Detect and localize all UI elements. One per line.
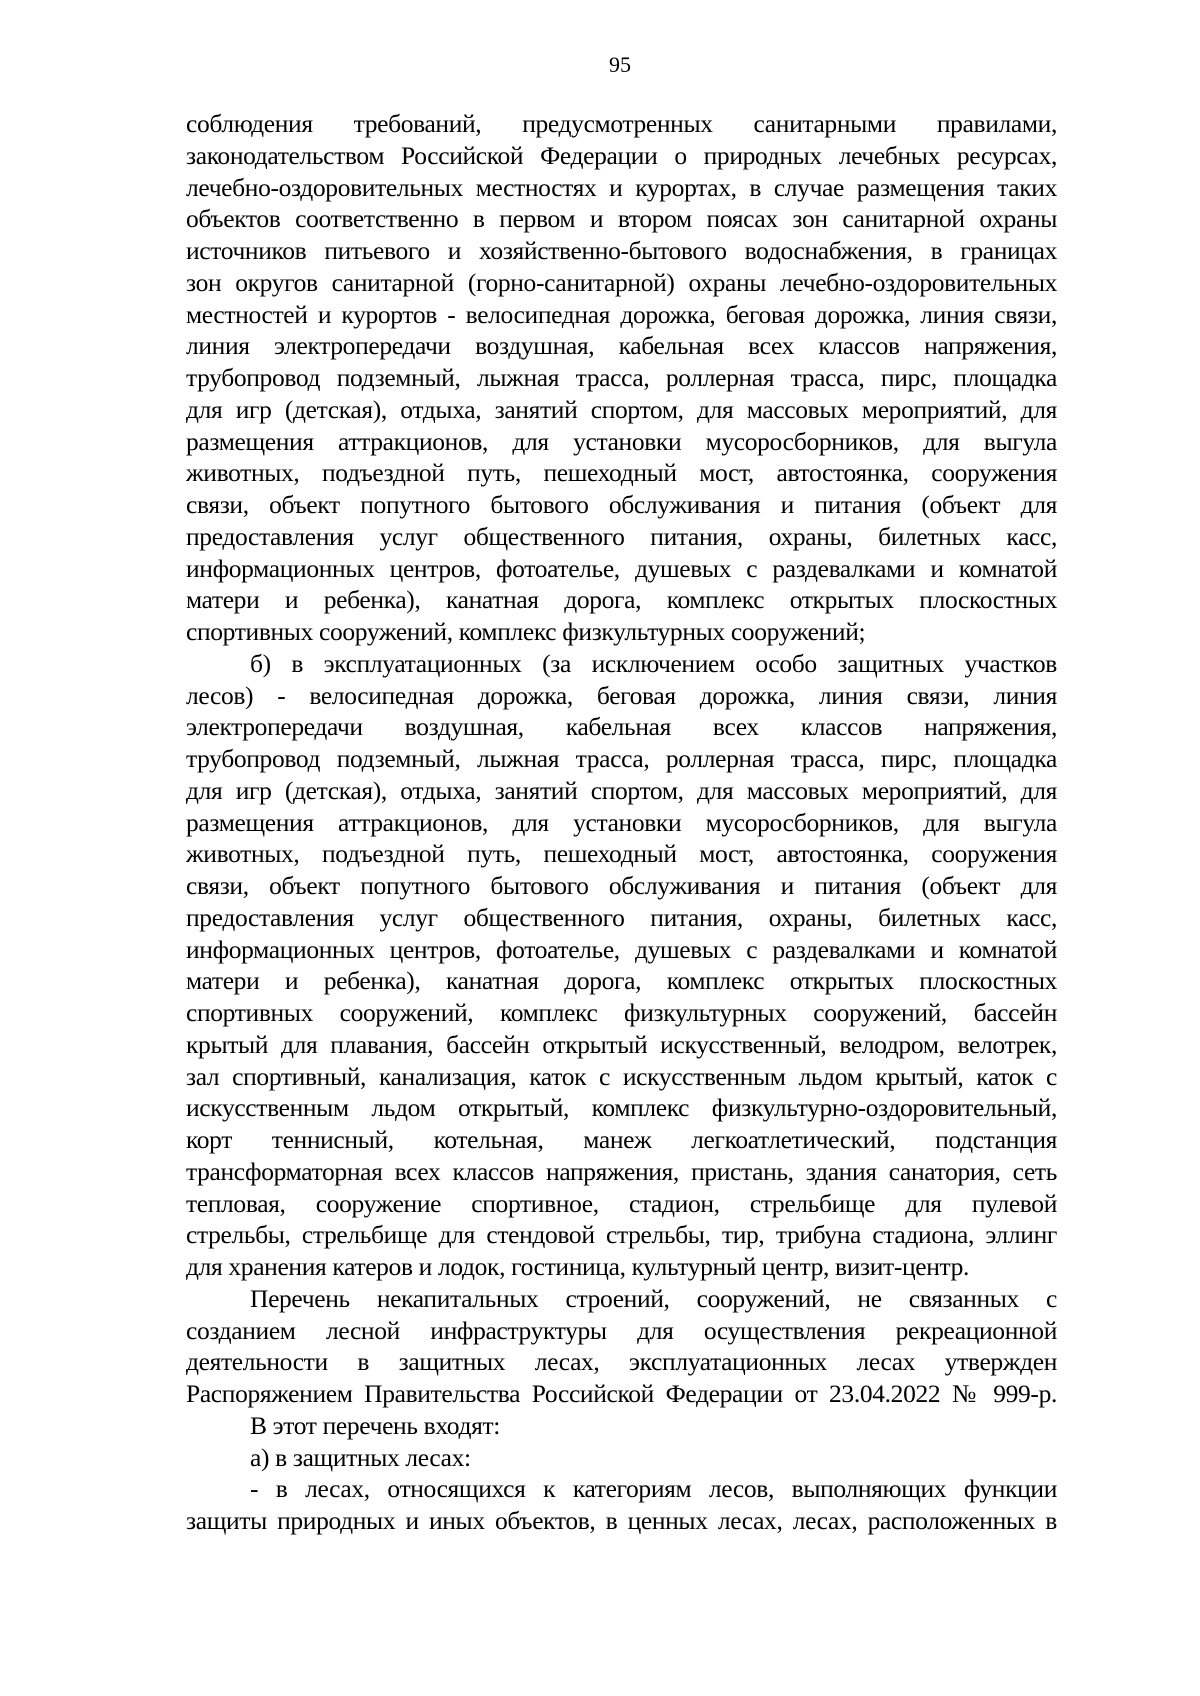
text-line: матери и ребенка), канатная дорога, комплекс открытых плоскостных [186, 585, 1057, 615]
text-line: деятельности в защитных лесах, эксплуатационных лесах утвержден [186, 1347, 1057, 1377]
text-line: созданием лесной инфраструктуры для осуществления рекреационной [186, 1315, 1057, 1345]
text-line: предоставления услуг общественного питания, охраны, билетных касс, [186, 902, 1057, 932]
text-line: предоставления услуг общественного питания, охраны, билетных касс, [186, 521, 1057, 551]
text-line: лесов) - велосипедная дорожка, беговая дорожка, линия связи, линия [186, 680, 1057, 710]
paragraph [186, 108, 1057, 648]
text-line: корт теннисный, котельная, манеж легкоатлетический, подстанция [186, 1125, 1057, 1154]
text-line: - в лесах, относящихся к категориям лесов, выполняющих функции [250, 1474, 1057, 1504]
text-line: Перечень некапитальных строений, сооружений, не связанных с [250, 1283, 1057, 1313]
text-line: трубопровод подземный, лыжная трасса, роллерная трасса, пирс, площадка [186, 363, 1057, 392]
text-line: законодательством Российской Федерации о природных лечебных ресурсах, [186, 140, 1057, 170]
page-number: 95 [609, 52, 631, 77]
text-line: трубопровод подземный, лыжная трасса, роллерная трасса, пирс, площадка [186, 744, 1057, 773]
paragraph [186, 1442, 1057, 1474]
text-line: размещения аттракционов, для установки мусоросборников, для выгула [186, 807, 1057, 837]
text-line: объектов соответственно в первом и втором поясах зон санитарной охраны [186, 204, 1057, 234]
text-line: животных, подъездной путь, пешеходный мост, автостоянка, сооружения [186, 839, 1057, 869]
text-line: информационных центров, фотоателье, душевых с раздевалками и комнатой [186, 553, 1057, 583]
paragraph [186, 1410, 1057, 1442]
text-line: связи, объект попутного бытового обслуживания и питания (объект для [186, 490, 1057, 519]
text-line: искусственным льдом открытый, комплекс физкультурно-оздоровительный, [186, 1093, 1057, 1123]
text-line: источников питьевого и хозяйственно-бытового водоснабжения, в границах [186, 236, 1057, 265]
paragraph [186, 648, 1057, 1283]
text-line: Распоряжением Правительства Российской Федерации от 23.04.2022 № 999-р. [186, 1379, 1057, 1408]
text-line: б) в эксплуатационных (за исключением особо защитных участков [250, 648, 1057, 678]
text-line: животных, подъездной путь, пешеходный мост, автостоянка, сооружения [186, 458, 1057, 488]
text-line: спортивных сооружений, комплекс физкультурных сооружений; [186, 617, 866, 646]
text-line: для игр (детская), отдыха, занятий спортом, для массовых мероприятий, для [186, 394, 1057, 424]
text-line: тепловая, сооружение спортивное, стадион, стрельбище для пулевой [186, 1188, 1057, 1218]
text-line: электропередачи воздушная, кабельная всех классов напряжения, [186, 712, 1057, 742]
text-line: лечебно-оздоровительных местностях и курортах, в случае размещения таких [186, 172, 1057, 202]
text-line: стрельбы, стрельбище для стендовой стрельбы, тир, трибуна стадиона, эллинг [186, 1220, 1057, 1250]
text-line: для игр (детская), отдыха, занятий спортом, для массовых мероприятий, для [186, 775, 1057, 805]
text-line: матери и ребенка), канатная дорога, комплекс открытых плоскостных [186, 966, 1057, 996]
text-line: для хранения катеров и лодок, гостиница, культурный центр, визит-центр. [186, 1252, 970, 1281]
text-line: крытый для плавания, бассейн открытый искусственный, велодром, велотрек, [186, 1029, 1057, 1059]
text-line: трансформаторная всех классов напряжения, пристань, здания санатория, сеть [186, 1156, 1057, 1186]
document-body [186, 108, 1057, 1537]
text-line: а) в защитных лесах: [250, 1442, 471, 1472]
paragraph [186, 1283, 1057, 1410]
text-line: зон округов санитарной (горно-санитарной) охраны лечебно-оздоровительных [186, 267, 1057, 297]
text-line: спортивных сооружений, комплекс физкультурных сооружений, бассейн [186, 998, 1057, 1027]
text-line: зал спортивный, канализация, каток с искусственным льдом крытый, каток с [186, 1061, 1057, 1091]
text-line: информационных центров, фотоателье, душевых с раздевалками и комнатой [186, 934, 1057, 964]
text-line: В этот перечень входят: [250, 1410, 500, 1440]
text-line: линия электропередачи воздушная, кабельная всех классов напряжения, [186, 331, 1057, 361]
paragraph [186, 1473, 1057, 1537]
text-line: защиты природных и иных объектов, в ценных лесах, лесах, расположенных в [186, 1506, 1057, 1535]
text-line: связи, объект попутного бытового обслуживания и питания (объект для [186, 871, 1057, 900]
text-line: местностей и курортов - велосипедная дорожка, беговая дорожка, линия связи, [186, 299, 1057, 329]
text-line: соблюдения требований, предусмотренных санитарными правилами, [186, 109, 1057, 138]
text-line: размещения аттракционов, для установки мусоросборников, для выгула [186, 426, 1057, 456]
